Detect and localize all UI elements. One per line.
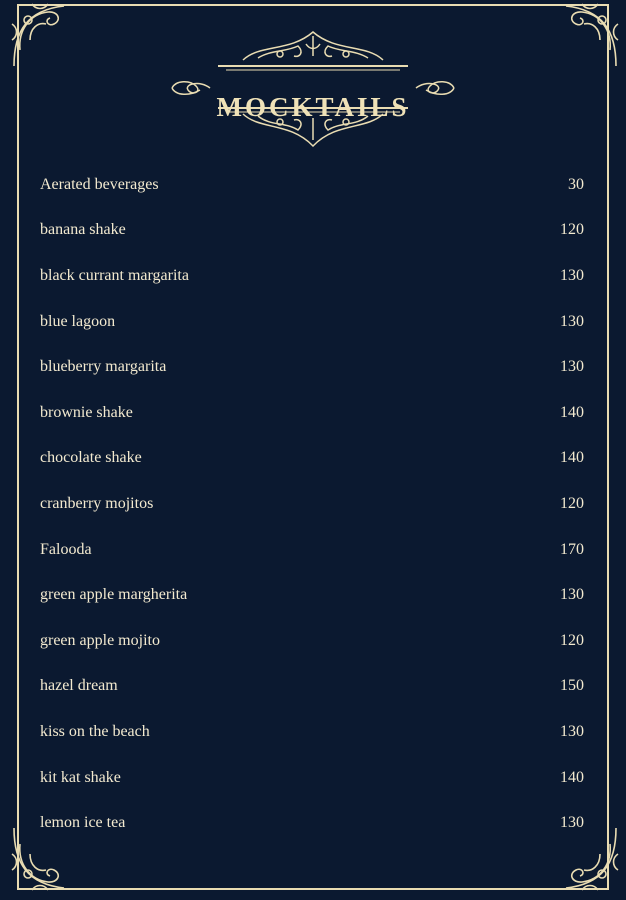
item-price: 140 [560, 449, 584, 467]
item-price: 120 [560, 494, 584, 512]
menu-item [40, 709, 584, 755]
item-name: banana shake [40, 221, 126, 239]
item-name: Aerated beverages [40, 175, 159, 193]
item-price: 170 [560, 540, 584, 558]
item-name: chocolate shake [40, 449, 142, 467]
menu-item [40, 344, 584, 390]
item-price: 130 [560, 814, 584, 832]
item-name: kiss on the beach [40, 722, 150, 740]
menu-item [40, 390, 584, 436]
menu-item [40, 755, 584, 801]
page-title: MOCKTAILS [216, 92, 410, 122]
menu-item [40, 527, 584, 573]
item-price: 130 [560, 312, 584, 330]
menu-item [40, 618, 584, 664]
item-name: green apple margherita [40, 586, 188, 604]
item-price: 120 [560, 631, 584, 649]
menu-header [0, 22, 626, 162]
menu-item [40, 800, 584, 846]
item-price: 130 [560, 358, 584, 376]
item-name: hazel dream [40, 677, 118, 695]
menu-list [40, 162, 584, 846]
menu-item [40, 162, 584, 208]
item-price: 130 [560, 266, 584, 284]
item-name: black currant margarita [40, 266, 189, 284]
item-price: 140 [560, 768, 584, 786]
item-price: 150 [560, 677, 584, 695]
item-name: kit kat shake [40, 768, 121, 786]
item-name: cranberry mojitos [40, 494, 154, 512]
menu-item [40, 253, 584, 299]
menu-item [40, 481, 584, 527]
item-price: 120 [560, 221, 584, 239]
item-name: blue lagoon [40, 312, 116, 330]
item-price: 140 [560, 403, 584, 421]
menu-item [40, 208, 584, 254]
item-price: 130 [560, 722, 584, 740]
menu-item [40, 572, 584, 618]
menu-item [40, 299, 584, 345]
item-price: 130 [560, 586, 584, 604]
item-price: 30 [568, 175, 584, 193]
item-name: brownie shake [40, 403, 133, 421]
item-name: Falooda [40, 540, 92, 558]
item-name: blueberry margarita [40, 358, 167, 376]
menu-item [40, 664, 584, 710]
item-name: green apple mojito [40, 631, 160, 649]
item-name: lemon ice tea [40, 814, 126, 832]
menu-item [40, 436, 584, 482]
